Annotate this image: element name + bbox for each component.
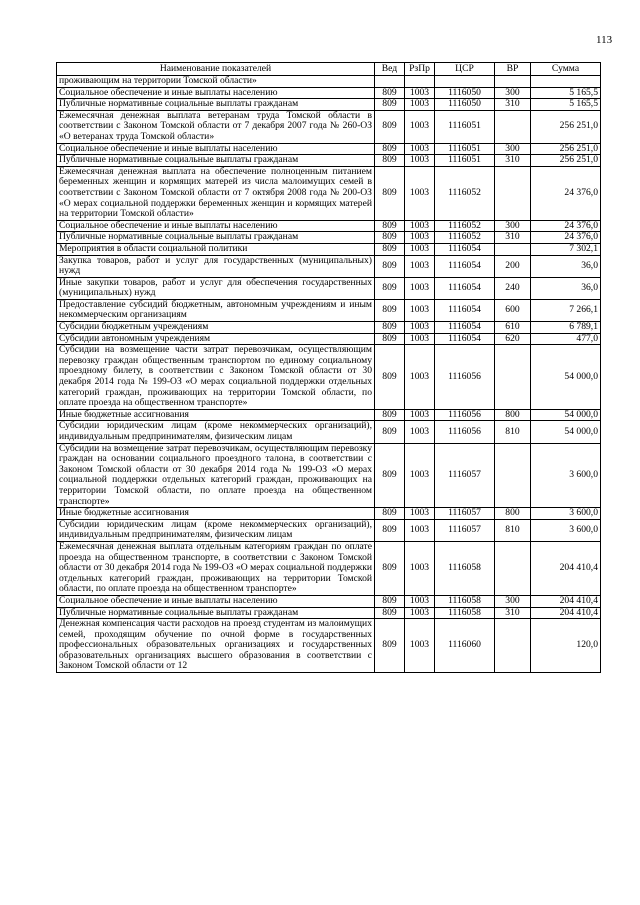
- cell-csr: 1116052: [435, 220, 495, 232]
- cell-sum: 24 376,0: [531, 232, 601, 244]
- cell-vr: [495, 443, 531, 508]
- table-row: [57, 166, 601, 220]
- cell-vr: 300: [495, 143, 531, 155]
- cell-rzpr: 1003: [405, 255, 435, 277]
- cell-name: Публичные нормативные социальные выплаты гражданам: [57, 99, 375, 111]
- table-row: [57, 541, 601, 595]
- table-row: [57, 443, 601, 508]
- cell-csr: 1116060: [435, 619, 495, 673]
- cell-name: Субсидии юридическим лицам (кроме некоммерческих организаций), индивидуальным предпринимателям, физическим лицам: [57, 421, 375, 443]
- cell-csr: 1116058: [435, 607, 495, 619]
- cell-name: Субсидии юридическим лицам (кроме некоммерческих организаций), индивидуальным предпринимателям, физическим лицам: [57, 519, 375, 541]
- cell-ved: 809: [375, 607, 405, 619]
- cell-sum: 204 410,4: [531, 541, 601, 595]
- table-row: [57, 322, 601, 334]
- cell-sum: 36,0: [531, 277, 601, 299]
- cell-name: Публичные нормативные социальные выплаты гражданам: [57, 155, 375, 167]
- cell-csr: 1116057: [435, 508, 495, 520]
- cell-rzpr: 1003: [405, 110, 435, 143]
- cell-csr: 1116054: [435, 299, 495, 321]
- cell-name: Предоставление субсидий бюджетным, автономным учреждениям и иным некоммерческим организациям: [57, 299, 375, 321]
- cell-rzpr: 1003: [405, 87, 435, 99]
- cell-csr: [435, 76, 495, 88]
- cell-rzpr: 1003: [405, 232, 435, 244]
- cell-sum: 120,0: [531, 619, 601, 673]
- cell-rzpr: 1003: [405, 508, 435, 520]
- cell-ved: 809: [375, 333, 405, 345]
- cell-ved: 809: [375, 232, 405, 244]
- cell-csr: 1116056: [435, 345, 495, 410]
- header-rzpr: РзПр: [405, 63, 435, 76]
- table-row: [57, 243, 601, 255]
- cell-rzpr: 1003: [405, 595, 435, 607]
- cell-name: Субсидии на возмещение части затрат перевозчикам, осуществляющим перевозку граждан общественным транспортом по единому социальному проездному билету, в соответствии с Законом Томской области от 30 декабря 2014 года № 199-ОЗ «О мерах социальной поддержки отдельных категорий граждан, проживающих на территории Томской области, по оплате проезда на общественном транспорте»: [57, 345, 375, 410]
- cell-ved: 809: [375, 99, 405, 111]
- cell-sum: 24 376,0: [531, 166, 601, 220]
- cell-ved: 809: [375, 277, 405, 299]
- cell-vr: 200: [495, 255, 531, 277]
- cell-name: Иные бюджетные ассигнования: [57, 409, 375, 421]
- cell-vr: [495, 110, 531, 143]
- cell-ved: 809: [375, 595, 405, 607]
- cell-ved: 809: [375, 255, 405, 277]
- cell-ved: 809: [375, 155, 405, 167]
- table-row: [57, 87, 601, 99]
- cell-sum: 54 000,0: [531, 409, 601, 421]
- cell-sum: 256 251,0: [531, 155, 601, 167]
- cell-ved: 809: [375, 345, 405, 410]
- budget-table: [56, 62, 601, 673]
- cell-vr: 810: [495, 421, 531, 443]
- table-row: [57, 333, 601, 345]
- cell-ved: 809: [375, 519, 405, 541]
- cell-ved: 809: [375, 508, 405, 520]
- cell-vr: 810: [495, 519, 531, 541]
- cell-vr: 620: [495, 333, 531, 345]
- cell-name: Социальное обеспечение и иные выплаты населению: [57, 220, 375, 232]
- table-row: [57, 409, 601, 421]
- cell-name: проживающим на территории Томской области»: [57, 76, 375, 88]
- cell-ved: 809: [375, 110, 405, 143]
- cell-ved: 809: [375, 409, 405, 421]
- table-row: [57, 155, 601, 167]
- cell-name: Субсидии бюджетным учреждениям: [57, 322, 375, 334]
- cell-ved: [375, 76, 405, 88]
- cell-rzpr: 1003: [405, 220, 435, 232]
- cell-csr: 1116054: [435, 333, 495, 345]
- table-row: [57, 508, 601, 520]
- cell-vr: 300: [495, 595, 531, 607]
- cell-rzpr: 1003: [405, 519, 435, 541]
- cell-name: Субсидии на возмещение затрат перевозчикам, осуществляющим перевозку граждан на основании социального проездного талона, в соответствии с Законом Томской области от 30 декабря 2014 года № 199-ОЗ «О мерах социальной поддержки отдельных категорий граждан, проживающих на территории Томской области, по оплате проезда на общественном транспорте»: [57, 443, 375, 508]
- cell-sum: 204 410,4: [531, 607, 601, 619]
- cell-rzpr: 1003: [405, 299, 435, 321]
- cell-name: Ежемесячная денежная выплата на обеспечение полноценным питанием беременных женщин и кормящих матерей из числа малоимущих семей в соответствии с Законом Томской области от 7 октября 2008 года № 200-ОЗ «О мерах социальной поддержки беременных женщин и кормящих матерей на территории Томской области»: [57, 166, 375, 220]
- cell-name: Закупка товаров, работ и услуг для государственных (муниципальных) нужд: [57, 255, 375, 277]
- cell-rzpr: 1003: [405, 99, 435, 111]
- table-row: [57, 595, 601, 607]
- cell-csr: 1116052: [435, 166, 495, 220]
- cell-name: Мероприятия в области социальной политики: [57, 243, 375, 255]
- cell-csr: 1116057: [435, 519, 495, 541]
- cell-sum: 7 266,1: [531, 299, 601, 321]
- table-row: [57, 519, 601, 541]
- table-row: [57, 299, 601, 321]
- cell-sum: 54 000,0: [531, 345, 601, 410]
- cell-csr: 1116058: [435, 595, 495, 607]
- cell-vr: [495, 243, 531, 255]
- cell-name: Публичные нормативные социальные выплаты гражданам: [57, 607, 375, 619]
- cell-ved: 809: [375, 443, 405, 508]
- cell-ved: 809: [375, 220, 405, 232]
- cell-csr: 1116054: [435, 322, 495, 334]
- header-vr: ВР: [495, 63, 531, 76]
- table-row: [57, 76, 601, 88]
- cell-name: Иные бюджетные ассигнования: [57, 508, 375, 520]
- cell-csr: 1116051: [435, 110, 495, 143]
- cell-rzpr: 1003: [405, 443, 435, 508]
- cell-vr: 800: [495, 409, 531, 421]
- cell-csr: 1116050: [435, 87, 495, 99]
- table-row: [57, 345, 601, 410]
- cell-sum: 477,0: [531, 333, 601, 345]
- table-row: [57, 143, 601, 155]
- cell-sum: [531, 76, 601, 88]
- table-row: [57, 607, 601, 619]
- cell-vr: 800: [495, 508, 531, 520]
- cell-csr: 1116052: [435, 232, 495, 244]
- cell-sum: 54 000,0: [531, 421, 601, 443]
- table-row: [57, 232, 601, 244]
- cell-ved: 809: [375, 619, 405, 673]
- cell-name: Субсидии автономным учреждениям: [57, 333, 375, 345]
- cell-ved: 809: [375, 541, 405, 595]
- cell-rzpr: 1003: [405, 333, 435, 345]
- cell-csr: 1116056: [435, 421, 495, 443]
- cell-rzpr: [405, 76, 435, 88]
- cell-name: Публичные нормативные социальные выплаты гражданам: [57, 232, 375, 244]
- cell-sum: 204 410,4: [531, 595, 601, 607]
- cell-vr: [495, 345, 531, 410]
- cell-rzpr: 1003: [405, 619, 435, 673]
- table-row: [57, 255, 601, 277]
- cell-csr: 1116054: [435, 255, 495, 277]
- cell-ved: 809: [375, 322, 405, 334]
- table-row: [57, 220, 601, 232]
- cell-name: Ежемесячная денежная выплата отдельным категориям граждан по оплате проезда на общественном транспорте, в соответствии с Законом Томской области от 30 декабря 2014 года № 199-ОЗ «О мерах социальной поддержки отдельных категорий граждан, проживающих на территории Томской области, по оплате проезда на общественном транспорте»: [57, 541, 375, 595]
- cell-rzpr: 1003: [405, 155, 435, 167]
- cell-vr: 240: [495, 277, 531, 299]
- cell-name: Социальное обеспечение и иные выплаты населению: [57, 143, 375, 155]
- cell-csr: 1116051: [435, 155, 495, 167]
- cell-vr: 310: [495, 99, 531, 111]
- cell-sum: 3 600,0: [531, 508, 601, 520]
- cell-rzpr: 1003: [405, 322, 435, 334]
- cell-sum: 256 251,0: [531, 110, 601, 143]
- cell-name: Социальное обеспечение и иные выплаты населению: [57, 595, 375, 607]
- cell-ved: 809: [375, 166, 405, 220]
- cell-csr: 1116057: [435, 443, 495, 508]
- cell-ved: 809: [375, 143, 405, 155]
- cell-rzpr: 1003: [405, 143, 435, 155]
- cell-rzpr: 1003: [405, 345, 435, 410]
- header-sum: Сумма: [531, 63, 601, 76]
- cell-sum: 7 302,1: [531, 243, 601, 255]
- cell-vr: 610: [495, 322, 531, 334]
- table-row: [57, 99, 601, 111]
- cell-csr: 1116056: [435, 409, 495, 421]
- header-ved: Вед: [375, 63, 405, 76]
- table-row: [57, 110, 601, 143]
- cell-name: Иные закупки товаров, работ и услуг для обеспечения государственных (муниципальных) нужд: [57, 277, 375, 299]
- cell-name: Ежемесячная денежная выплата ветеранам труда Томской области в соответствии с Законом Томской области от 7 декабря 2007 года № 260-ОЗ «О ветеранах труда Томской области»: [57, 110, 375, 143]
- header-csr: ЦСР: [435, 63, 495, 76]
- cell-rzpr: 1003: [405, 607, 435, 619]
- cell-sum: 256 251,0: [531, 143, 601, 155]
- cell-ved: 809: [375, 87, 405, 99]
- cell-vr: 310: [495, 155, 531, 167]
- cell-vr: 310: [495, 607, 531, 619]
- cell-vr: 300: [495, 220, 531, 232]
- cell-rzpr: 1003: [405, 243, 435, 255]
- table-row: [57, 619, 601, 673]
- cell-rzpr: 1003: [405, 541, 435, 595]
- cell-vr: [495, 619, 531, 673]
- cell-csr: 1116054: [435, 277, 495, 299]
- cell-name: Социальное обеспечение и иные выплаты населению: [57, 87, 375, 99]
- cell-sum: 5 165,5: [531, 87, 601, 99]
- cell-ved: 809: [375, 243, 405, 255]
- cell-sum: 3 600,0: [531, 443, 601, 508]
- cell-rzpr: 1003: [405, 409, 435, 421]
- cell-vr: [495, 166, 531, 220]
- cell-rzpr: 1003: [405, 277, 435, 299]
- cell-csr: 1116050: [435, 99, 495, 111]
- cell-sum: 36,0: [531, 255, 601, 277]
- table-row: [57, 277, 601, 299]
- cell-ved: 809: [375, 421, 405, 443]
- cell-csr: 1116054: [435, 243, 495, 255]
- cell-sum: 24 376,0: [531, 220, 601, 232]
- cell-vr: 600: [495, 299, 531, 321]
- cell-sum: 3 600,0: [531, 519, 601, 541]
- cell-vr: [495, 76, 531, 88]
- cell-rzpr: 1003: [405, 166, 435, 220]
- cell-name: Денежная компенсация части расходов на проезд студентам из малоимущих семей, проходящим обучение по очной форме в государственных профессиональных образовательных организациях и государственных образовательных организациях высшего образования в соответствии с Законом Томской области от 12: [57, 619, 375, 673]
- cell-sum: 6 789,1: [531, 322, 601, 334]
- cell-sum: 5 165,5: [531, 99, 601, 111]
- cell-csr: 1116051: [435, 143, 495, 155]
- cell-vr: 300: [495, 87, 531, 99]
- page-number: 113: [596, 34, 613, 46]
- table-row: [57, 421, 601, 443]
- cell-vr: [495, 541, 531, 595]
- table-header-row: [57, 63, 601, 76]
- cell-csr: 1116058: [435, 541, 495, 595]
- cell-ved: 809: [375, 299, 405, 321]
- cell-rzpr: 1003: [405, 421, 435, 443]
- header-name: Наименование показателей: [57, 63, 375, 76]
- cell-vr: 310: [495, 232, 531, 244]
